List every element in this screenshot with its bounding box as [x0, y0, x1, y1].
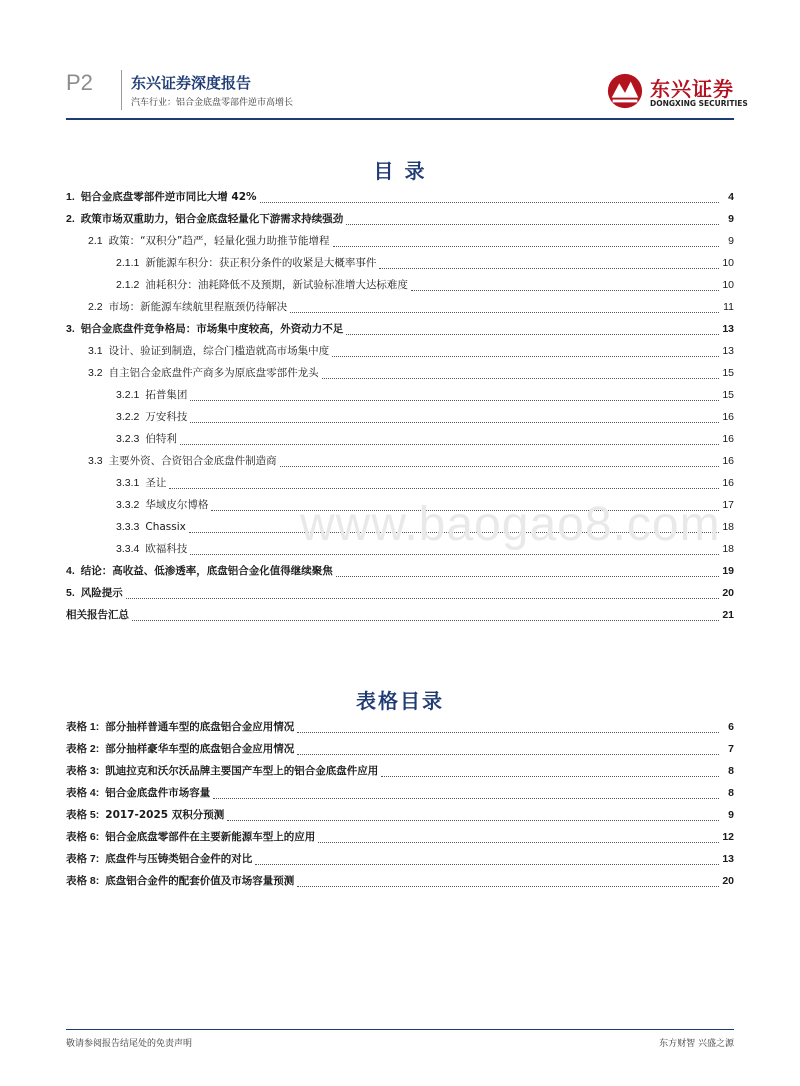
table-toc-entry-text: 部分抽样豪华车型的底盘铝合金应用情况	[105, 743, 295, 755]
table-toc-title: 表格目录	[356, 689, 444, 713]
toc-entry-page: 13	[722, 345, 734, 357]
page-header	[0, 0, 800, 122]
report-subtitle: 汽车行业：铝合金底盘零部件逆市高增长	[131, 98, 294, 108]
table-toc-entry-leader-dots	[297, 731, 719, 733]
toc-entry-number: 3.2.3	[116, 433, 140, 445]
toc-entry[interactable]	[66, 384, 734, 406]
toc-entry[interactable]	[66, 516, 734, 538]
toc-entry-leader-dots	[190, 553, 719, 555]
toc-entry[interactable]	[66, 252, 734, 274]
table-toc-entry-number: 表格 8:	[66, 875, 100, 887]
toc-entry-page: 20	[722, 587, 734, 599]
toc-entry-page: 16	[722, 477, 734, 489]
table-toc-entry-leader-dots	[381, 775, 719, 777]
table-toc-entry-leader-dots	[297, 753, 719, 755]
toc-entry-text: 拓普集团	[145, 389, 188, 401]
table-toc-entry-text: 铝合金底盘件市场容量	[105, 787, 211, 799]
toc-entry[interactable]	[66, 362, 734, 384]
toc-entry[interactable]	[66, 538, 734, 560]
table-toc-entry-number: 表格 5:	[66, 809, 100, 821]
toc-entry-number: 3.2	[88, 367, 103, 379]
toc-entry-number: 2.2	[88, 301, 103, 313]
toc-entry-number: 3.2.1	[116, 389, 140, 401]
table-toc-entry[interactable]	[66, 826, 734, 848]
toc-entry-page: 13	[722, 323, 734, 335]
toc-entry-number: 3.3	[88, 455, 103, 467]
toc-entry-leader-dots	[336, 575, 719, 577]
toc-entry[interactable]	[66, 296, 734, 318]
table-toc-entry[interactable]	[66, 848, 734, 870]
table-toc-entry-number: 表格 3:	[66, 765, 100, 777]
toc-entry-leader-dots	[346, 333, 719, 335]
table-toc-entry-page: 7	[728, 743, 734, 755]
footer-slogan: 东方财智 兴盛之源	[659, 1039, 734, 1049]
toc-entry-text: 欧福科技	[145, 543, 188, 555]
table-toc-entry-text: 2017-2025 双积分预测	[105, 809, 225, 821]
table-toc-entry-leader-dots	[297, 885, 719, 887]
toc-entry[interactable]	[66, 318, 734, 340]
toc-entry-text: 新能源车积分：获正积分条件的收紧是大概率事件	[145, 257, 377, 269]
toc-entry-text: 设计、验证到制造，综合门槛造就高市场集中度	[108, 345, 330, 357]
toc-entry-text: 结论：高收益、低渗透率，底盘铝合金化值得继续聚焦	[80, 565, 333, 577]
toc-entry-number: 1.	[66, 191, 75, 203]
toc-entry-text: 铝合金底盘零部件逆市同比大增 42%	[80, 191, 257, 203]
toc-title: 目 录	[373, 159, 427, 183]
toc-entry-text: 万安科技	[145, 411, 188, 423]
footer-disclaimer: 敬请参阅报告结尾处的免责声明	[66, 1039, 193, 1049]
table-toc-entry[interactable]	[66, 804, 734, 826]
toc-entry-page: 10	[722, 257, 734, 269]
toc-entry[interactable]	[66, 186, 734, 208]
toc-entry-number: 3.2.2	[116, 411, 140, 423]
table-toc-entry-leader-dots	[255, 863, 719, 865]
toc-entry-page: 11	[723, 301, 734, 313]
table-toc-entry-text: 凯迪拉克和沃尔沃品牌主要国产车型上的铝合金底盘件应用	[105, 765, 379, 777]
table-toc-entry-text: 铝合金底盘零部件在主要新能源车型上的应用	[105, 831, 316, 843]
table-toc-entry-page: 9	[728, 809, 734, 821]
toc-entry-page: 15	[722, 389, 734, 401]
company-logo	[606, 72, 748, 112]
toc-entry[interactable]	[66, 274, 734, 296]
toc-entry-leader-dots	[411, 289, 719, 291]
toc-entry[interactable]	[66, 604, 734, 626]
table-toc-entry-number: 表格 4:	[66, 787, 100, 799]
toc-entry-page: 19	[722, 565, 734, 577]
toc-entry-page: 17	[722, 499, 734, 511]
toc-entry-number: 2.1.2	[116, 279, 140, 291]
toc-entry-number: 2.1.1	[116, 257, 140, 269]
toc-entry-number: 2.	[66, 213, 75, 225]
toc-entry-number: 2.1	[88, 235, 103, 247]
table-toc-entry-page: 12	[722, 831, 734, 843]
toc-entry-leader-dots	[169, 487, 719, 489]
toc-entry-text: 市场：新能源车续航里程瓶颈仍待解决	[108, 301, 288, 313]
toc-entry-page: 16	[722, 411, 734, 423]
toc-entry-page: 21	[722, 609, 734, 621]
toc-entry-text: 自主铝合金底盘件产商多为原底盘零部件龙头	[108, 367, 319, 379]
toc-entry[interactable]	[66, 406, 734, 428]
toc-entry[interactable]	[66, 560, 734, 582]
footer-rule	[66, 1029, 734, 1030]
toc-entry-text: 主要外资、合资铝合金底盘件制造商	[108, 455, 277, 467]
toc-entry-page: 16	[722, 433, 734, 445]
header-rule	[66, 118, 734, 120]
toc-entry-text: 伯特利	[145, 433, 177, 445]
toc-entry-text: 政策：“双积分”趋严，轻量化强力助推节能增程	[108, 235, 330, 247]
logo-mark-icon	[606, 72, 644, 110]
table-toc-entry[interactable]	[66, 782, 734, 804]
table-toc-entry-page: 20	[722, 875, 734, 887]
toc-entry[interactable]	[66, 450, 734, 472]
table-toc-entry-number: 表格 6:	[66, 831, 100, 843]
header-separator	[121, 70, 122, 110]
toc-entry-number: 3.1	[88, 345, 103, 357]
toc-entry-page: 9	[728, 213, 734, 225]
page-number: P2	[66, 70, 93, 95]
toc-entry-text: 油耗积分：油耗降低不及预期，新试验标准增大达标难度	[145, 279, 408, 291]
toc-entry-text: 相关报告汇总	[66, 609, 129, 621]
toc-entry[interactable]	[66, 494, 734, 516]
table-toc-entry-number: 表格 1:	[66, 721, 100, 733]
logo-name-en: DONGXING SECURITIES	[650, 99, 748, 108]
table-toc-entry-leader-dots	[318, 841, 719, 843]
toc-entry[interactable]	[66, 208, 734, 230]
report-type: 东兴证券深度报告	[131, 74, 252, 92]
toc-entry-leader-dots	[190, 399, 719, 401]
toc-entry-leader-dots	[180, 443, 719, 445]
toc-entry-leader-dots	[190, 421, 719, 423]
table-toc-entry-number: 表格 2:	[66, 743, 100, 755]
toc-entry-leader-dots	[211, 509, 719, 511]
table-toc-entry[interactable]	[66, 870, 734, 892]
table-toc-entry[interactable]	[66, 760, 734, 782]
logo-name-cn: 东兴证券	[650, 77, 734, 101]
toc-entry-page: 18	[722, 543, 734, 555]
toc-entry[interactable]	[66, 582, 734, 604]
toc-entry-leader-dots	[290, 311, 719, 313]
table-toc-entry-leader-dots	[227, 819, 719, 821]
toc-entry[interactable]	[66, 230, 734, 252]
table-toc-entry-text: 底盘铝合金件的配套价值及市场容量预测	[105, 875, 295, 887]
toc-entry-leader-dots	[379, 267, 719, 269]
toc-entry-page: 15	[722, 367, 734, 379]
toc-entry-page: 10	[722, 279, 734, 291]
table-toc-entry-text: 部分抽样普通车型的底盘铝合金应用情况	[105, 721, 295, 733]
toc-entry-number: 3.3.3	[116, 521, 140, 533]
toc-entry-number: 5.	[66, 587, 75, 599]
toc-entry-leader-dots	[126, 597, 719, 599]
toc-entry-leader-dots	[260, 201, 719, 203]
toc-entry-number: 3.	[66, 323, 75, 335]
watermark: www.baogao8.com	[300, 498, 721, 551]
toc-entry-number: 3.3.2	[116, 499, 140, 511]
table-toc-entry-number: 表格 7:	[66, 853, 100, 865]
table-toc-entry-page: 8	[728, 787, 734, 799]
toc-entry-page: 4	[728, 191, 734, 203]
toc-entry-text: 政策市场双重助力，铝合金底盘轻量化下游需求持续强劲	[80, 213, 344, 225]
table-toc-list	[66, 716, 734, 892]
table-toc-entry-text: 底盘件与压铸类铝合金件的对比	[105, 853, 253, 865]
toc-entry-text: 圣让	[145, 477, 167, 489]
toc-entry-leader-dots	[332, 355, 719, 357]
toc-entry-page: 16	[722, 455, 734, 467]
table-toc-entry[interactable]	[66, 716, 734, 738]
toc-entry[interactable]	[66, 428, 734, 450]
toc-entry-text: 风险提示	[80, 587, 123, 599]
toc-entry[interactable]	[66, 340, 734, 362]
toc-entry-leader-dots	[132, 619, 719, 621]
table-toc-entry-leader-dots	[213, 797, 719, 799]
toc-entry-number: 3.3.4	[116, 543, 140, 555]
toc-entry-number: 4.	[66, 565, 75, 577]
toc-entry-leader-dots	[333, 245, 720, 247]
toc-entry[interactable]	[66, 472, 734, 494]
table-toc-entry-page: 8	[728, 765, 734, 777]
table-toc-entry-page: 6	[728, 721, 734, 733]
toc-entry-text: 铝合金底盘件竞争格局：市场集中度较高，外资动力不足	[80, 323, 344, 335]
table-toc-entry[interactable]	[66, 738, 734, 760]
toc-entry-text: Chassix	[145, 521, 186, 533]
toc-entry-leader-dots	[346, 223, 719, 225]
toc-entry-text: 华域皮尔博格	[145, 499, 209, 511]
toc-entry-number: 3.3.1	[116, 477, 140, 489]
toc-entry-leader-dots	[322, 377, 719, 379]
toc-list	[66, 186, 734, 626]
table-toc-entry-page: 13	[722, 853, 734, 865]
toc-entry-page: 9	[728, 235, 734, 247]
toc-entry-leader-dots	[189, 531, 719, 533]
toc-entry-leader-dots	[280, 465, 719, 467]
toc-entry-page: 18	[722, 521, 734, 533]
